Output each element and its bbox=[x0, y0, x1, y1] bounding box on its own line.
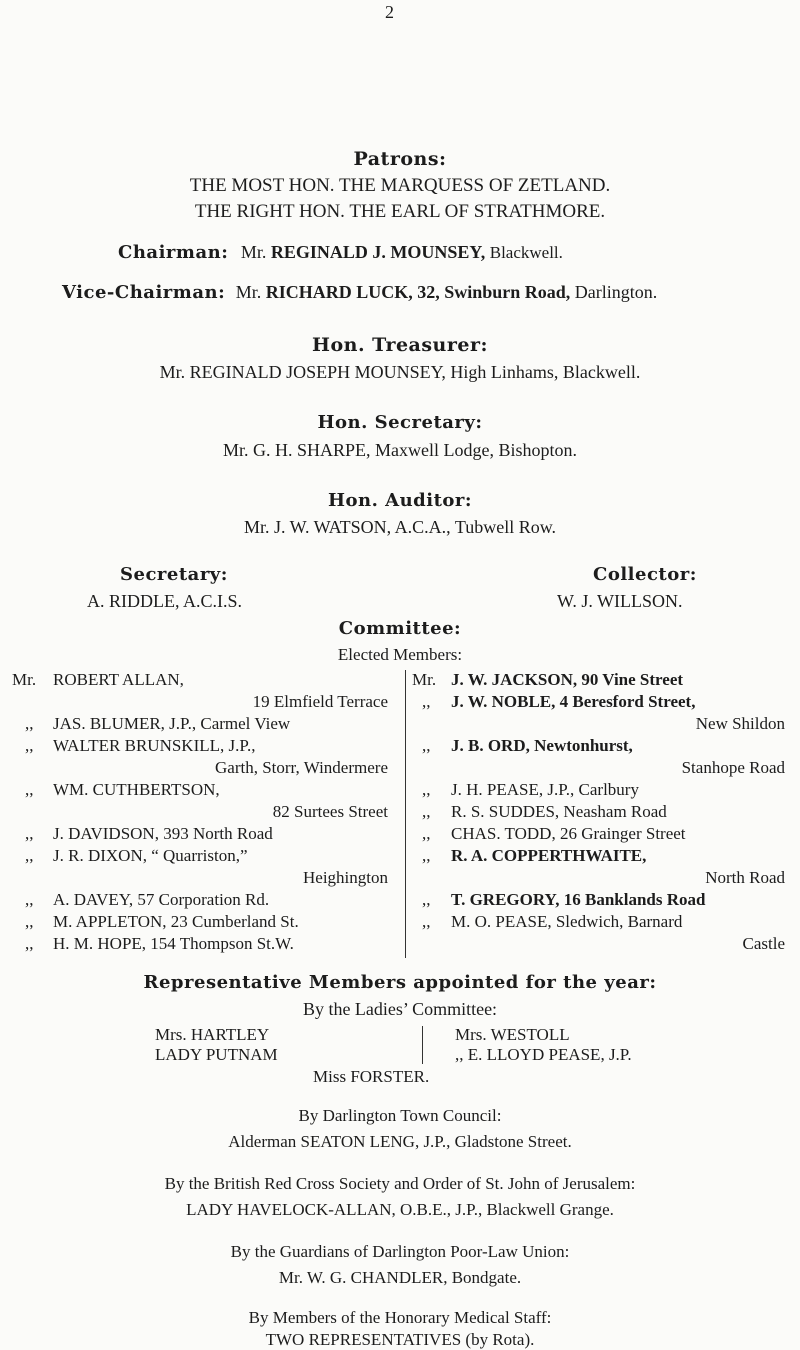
member-prefix: ,, bbox=[25, 780, 34, 799]
member-prefix: ,, bbox=[25, 736, 34, 755]
hon-secretary-heading: Hon. Secretary: bbox=[317, 412, 483, 433]
member-prefix: ,, bbox=[422, 846, 431, 865]
member-prefix: ,, bbox=[422, 692, 431, 711]
ladies-left-1: Mrs. HARTLEY bbox=[155, 1025, 270, 1044]
member-address: 19 Elmfield Terrace bbox=[252, 692, 388, 711]
chairman-title: Mr. bbox=[240, 242, 267, 262]
member-row bbox=[12, 670, 36, 690]
auditor-text: Mr. J. W. WATSON, A.C.A., Tubwell Row. bbox=[243, 517, 557, 537]
member-address: Stanhope Road bbox=[681, 758, 785, 777]
vice-chairman-line bbox=[62, 282, 657, 303]
member-name: M. APPLETON, 23 Cumberland St. bbox=[53, 912, 299, 931]
member-name: WALTER BRUNSKILL, J.P., bbox=[53, 736, 256, 755]
chairman-line bbox=[118, 242, 563, 263]
member-address: New Shildon bbox=[695, 714, 785, 733]
member-name: R. A. COPPERTHWAITE, bbox=[451, 846, 647, 865]
chairman-name: REGINALD J. MOUNSEY, bbox=[270, 242, 486, 262]
member-prefix: ,, bbox=[422, 912, 431, 931]
member-address: Heighington bbox=[303, 868, 388, 887]
committee-heading: Committee: bbox=[338, 618, 462, 639]
member-name: J. H. PEASE, J.P., Carlbury bbox=[451, 780, 639, 799]
vice-chairman-label: Vice-Chairman: bbox=[62, 282, 226, 303]
chairman-label: Chairman: bbox=[118, 242, 229, 263]
redcross-text: LADY HAVELOCK-ALLAN, O.B.E., J.P., Blackwell Grange. bbox=[186, 1200, 614, 1219]
secretary-heading: Secretary: bbox=[120, 564, 228, 585]
patron-1: THE MOST HON. THE MARQUESS OF ZETLAND. bbox=[189, 175, 611, 196]
member-prefix: ,, bbox=[422, 824, 431, 843]
collector-name: W. J. WILLSON. bbox=[557, 591, 683, 611]
auditor-heading: Hon. Auditor: bbox=[327, 490, 473, 511]
member-name: J. W. JACKSON, 90 Vine Street bbox=[451, 670, 684, 689]
representatives-heading: Representative Members appointed for the year: bbox=[143, 972, 657, 993]
member-prefix: ,, bbox=[422, 802, 431, 821]
member-name: T. GREGORY, 16 Banklands Road bbox=[451, 890, 706, 909]
member-prefix: ,, bbox=[25, 824, 34, 843]
member-name: J. R. DIXON, “ Quarriston,” bbox=[53, 846, 248, 865]
secretary-name: A. RIDDLE, A.C.I.S. bbox=[87, 591, 243, 611]
column-divider bbox=[405, 670, 406, 958]
medical-text: TWO REPRESENTATIVES (by Rota). bbox=[265, 1330, 535, 1349]
member-prefix: Mr. bbox=[12, 670, 37, 689]
medical-heading: By Members of the Honorary Medical Staff: bbox=[248, 1308, 552, 1327]
member-prefix: ,, bbox=[422, 780, 431, 799]
member-prefix: ,, bbox=[25, 714, 34, 733]
page-number: 2 bbox=[385, 2, 394, 22]
treasurer-name: Mr. REGINALD JOSEPH MOUNSEY, bbox=[159, 362, 446, 382]
ladies-committee-heading: By the Ladies’ Committee: bbox=[302, 999, 498, 1019]
member-name: A. DAVEY, 57 Corporation Rd. bbox=[53, 890, 270, 909]
member-address: Garth, Storr, Windermere bbox=[215, 758, 388, 777]
member-name: R. S. SUDDES, Neasham Road bbox=[451, 802, 667, 821]
redcross-heading: By the British Red Cross Society and Order of St. John of Jerusalem: bbox=[164, 1174, 636, 1193]
guardians-text: Mr. W. G. CHANDLER, Bondgate. bbox=[278, 1268, 522, 1287]
treasurer-heading: Hon. Treasurer: bbox=[312, 334, 488, 356]
council-text: Alderman SEATON LENG, J.P., Gladstone Street. bbox=[228, 1132, 572, 1151]
member-name: CHAS. TODD, 26 Grainger Street bbox=[451, 824, 686, 843]
member-address: 82 Surtees Street bbox=[272, 802, 388, 821]
member-prefix: Mr. bbox=[412, 670, 437, 689]
member-name: J. DAVIDSON, 393 North Road bbox=[53, 824, 273, 843]
treasurer-place: High Linhams, Blackwell. bbox=[450, 362, 641, 382]
ladies-left-2: LADY PUTNAM bbox=[155, 1045, 278, 1064]
vice-chairman-name: RICHARD LUCK, 32, Swinburn Road, bbox=[265, 282, 571, 302]
member-name: ROBERT ALLAN, bbox=[53, 670, 184, 689]
member-address: North Road bbox=[705, 868, 785, 887]
guardians-heading: By the Guardians of Darlington Poor-Law Union: bbox=[230, 1242, 570, 1261]
member-address: Castle bbox=[742, 934, 785, 953]
collector-heading: Collector: bbox=[593, 564, 697, 585]
council-heading: By Darlington Town Council: bbox=[298, 1106, 502, 1125]
ladies-right-2: ,, E. LLOYD PEASE, J.P. bbox=[455, 1045, 632, 1064]
vice-chairman-title: Mr. bbox=[235, 282, 262, 302]
ladies-divider bbox=[422, 1026, 423, 1064]
patron-2: THE RIGHT HON. THE EARL OF STRATHMORE. bbox=[194, 201, 606, 222]
member-name: JAS. BLUMER, J.P., Carmel View bbox=[53, 714, 291, 733]
member-prefix: ,, bbox=[25, 934, 34, 953]
member-prefix: ,, bbox=[25, 912, 34, 931]
hon-secretary-text: Mr. G. H. SHARPE, Maxwell Lodge, Bishopton. bbox=[222, 440, 577, 460]
member-prefix: ,, bbox=[422, 736, 431, 755]
ladies-center: Miss FORSTER. bbox=[313, 1067, 430, 1086]
treasurer-line bbox=[0, 362, 800, 383]
elected-members-heading: Elected Members: bbox=[337, 645, 463, 664]
member-prefix: ,, bbox=[422, 890, 431, 909]
chairman-place: Blackwell. bbox=[489, 243, 563, 262]
vice-chairman-place: Darlington. bbox=[574, 282, 658, 302]
patrons-heading: Patrons: bbox=[353, 148, 447, 170]
member-prefix: ,, bbox=[25, 890, 34, 909]
member-name: J. W. NOBLE, 4 Beresford Street, bbox=[451, 692, 696, 711]
member-prefix: ,, bbox=[25, 846, 34, 865]
member-name: WM. CUTHBERTSON, bbox=[53, 780, 220, 799]
ladies-right-1: Mrs. WESTOLL bbox=[455, 1025, 570, 1044]
member-name: H. M. HOPE, 154 Thompson St.W. bbox=[53, 934, 294, 953]
member-name: J. B. ORD, Newtonhurst, bbox=[451, 736, 633, 755]
member-name: M. O. PEASE, Sledwich, Barnard bbox=[451, 912, 683, 931]
